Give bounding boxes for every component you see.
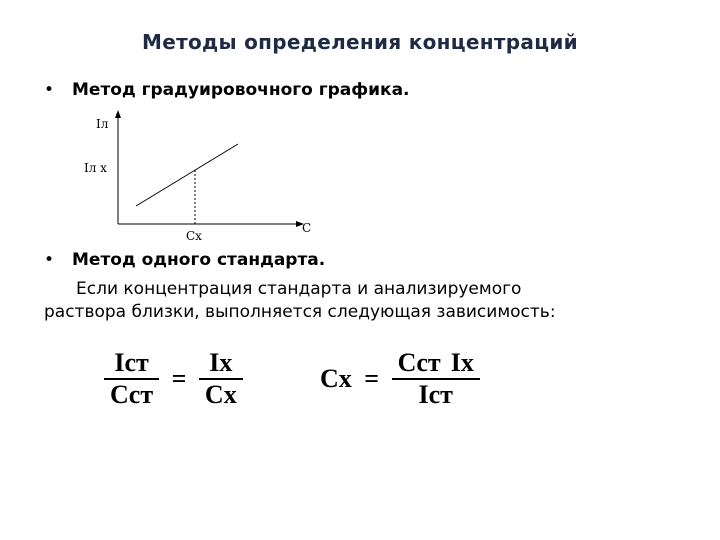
proportion-formula: [104, 348, 243, 410]
explanation-paragraph: [44, 278, 694, 324]
y-axis-label: Iл: [96, 117, 109, 131]
numerator: Ix: [209, 348, 233, 377]
denominator: Iст: [418, 380, 453, 409]
numerator-factor-i: Ix: [450, 348, 474, 377]
bullet-text: Метод градуировочного графика.: [72, 80, 410, 100]
calibration-graph: [70, 108, 330, 248]
cx-formula: [320, 348, 480, 410]
numerator: Iст: [114, 348, 149, 377]
slide-title: Методы определения концентраций: [142, 30, 578, 54]
fraction-left: [104, 348, 159, 410]
fraction: [392, 348, 480, 410]
y-axis-arrow: [115, 110, 121, 118]
bullet-dot: •: [44, 80, 55, 100]
equals-sign: =: [364, 364, 380, 393]
calibration-line: [136, 144, 238, 206]
paragraph-line-2: раствора близки, выполняется следующая зависимость:: [44, 302, 556, 322]
x-marker-label: Cx: [186, 229, 202, 243]
x-axis-label: C: [302, 221, 312, 235]
bullet-dot: •: [44, 250, 55, 270]
fraction-right: [199, 348, 243, 410]
y-marker-label: Iл x: [84, 161, 107, 175]
numerator-factor-c: Cст: [397, 348, 441, 377]
formula-lhs: Cx: [320, 364, 352, 393]
denominator: Cx: [204, 380, 237, 409]
bullet-calibration-method: [44, 80, 410, 100]
paragraph-line-1: Если концентрация стандарта и анализируемого: [76, 279, 522, 299]
bullet-single-standard-method: [44, 250, 325, 270]
denominator: Cст: [110, 380, 154, 409]
numerator: [392, 348, 480, 378]
bullet-text: Метод одного стандарта.: [72, 250, 326, 270]
equals-sign: =: [171, 364, 187, 393]
